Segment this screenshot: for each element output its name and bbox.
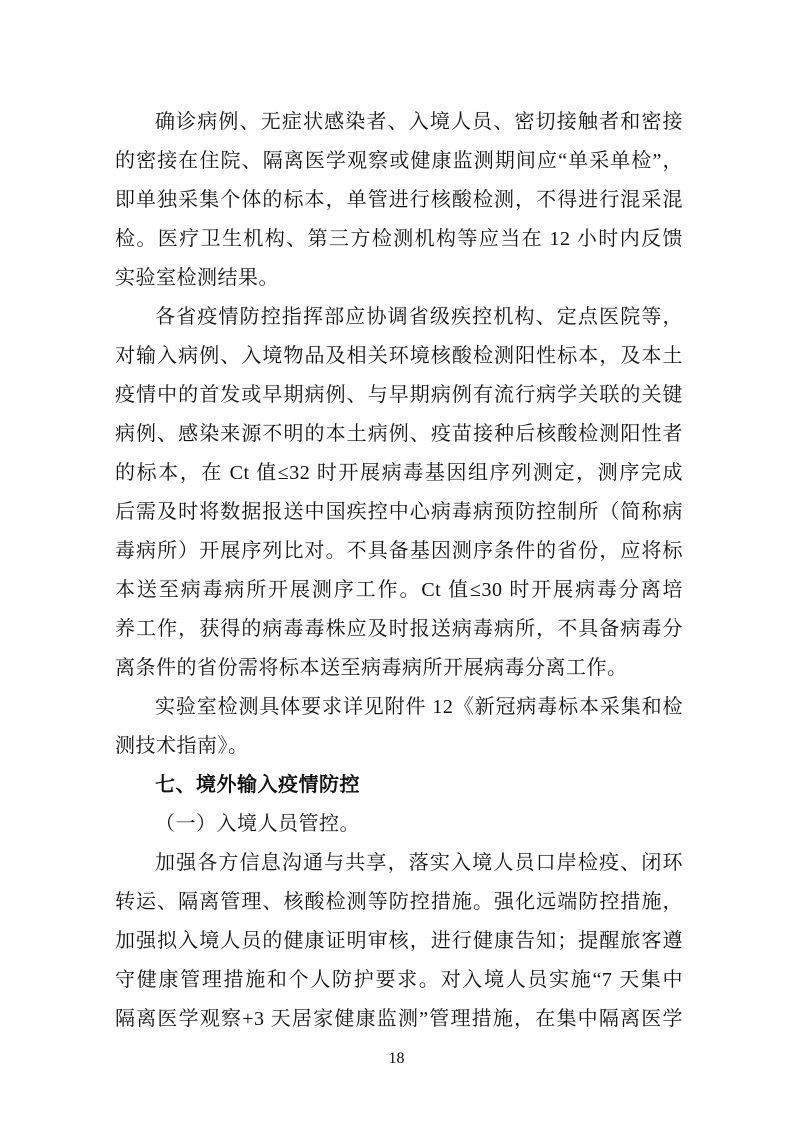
text-line: 隔离医学观察+3 天居家健康监测”管理措施，在集中隔离医学: [115, 1008, 683, 1030]
text-line: 实验室检测结果。: [115, 267, 279, 289]
text-line: 实验室检测具体要求详见附件 12《新冠病毒标本采集和检: [155, 696, 683, 718]
text-line: 七、境外输入疫情防控: [155, 774, 360, 796]
document-text: [115, 103, 683, 1039]
text-line: 加强各方信息沟通与共享，落实入境人员口岸检疫、闭环: [155, 852, 683, 874]
text-line: 毒病所）开展序列比对。不具备基因测序条件的省份，应将标: [115, 540, 683, 562]
text-line: 的标本，在 Ct 值≤32 时开展病毒基因组序列测定，测序完成: [115, 462, 683, 484]
text-line: 确诊病例、无症状感染者、入境人员、密切接触者和密接: [155, 111, 683, 133]
text-line: 病例、感染来源不明的本土病例、疫苗接种后核酸检测阳性者: [115, 423, 683, 445]
text-line: 对输入病例、入境物品及相关环境核酸检测阳性标本，及本土: [115, 345, 683, 367]
text-line: 即单独采集个体的标本，单管进行核酸检测，不得进行混采混: [115, 189, 683, 211]
text-line: 的密接在住院、隔离医学观察或健康监测期间应“单采单检”，: [115, 150, 683, 172]
text-line: 各省疫情防控指挥部应协调省级疾控机构、定点医院等，: [155, 306, 683, 328]
text-line: （一）入境人员管控。: [155, 813, 360, 835]
text-line: 转运、隔离管理、核酸检测等防控措施。强化远端防控措施，: [115, 891, 683, 913]
text-line: 养工作，获得的病毒毒株应及时报送病毒病所，不具备病毒分: [115, 618, 683, 640]
text-line: 测技术指南》。: [115, 735, 249, 757]
text-line: 加强拟入境人员的健康证明审核，进行健康告知；提醒旅客遵: [115, 930, 683, 952]
text-line: 后需及时将数据报送中国疾控中心病毒病预防控制所（简称病: [115, 501, 683, 523]
text-line: 离条件的省份需将标本送至病毒病所开展病毒分离工作。: [115, 657, 628, 679]
text-line: 本送至病毒病所开展测序工作。Ct 值≤30 时开展病毒分离培: [115, 579, 683, 601]
text-line: 检。医疗卫生机构、第三方检测机构等应当在 12 小时内反馈: [115, 228, 683, 250]
text-line: 疫情中的首发或早期病例、与早期病例有流行病学关联的关键: [115, 384, 683, 406]
text-line: 守健康管理措施和个人防护要求。对入境人员实施“7 天集中: [115, 969, 683, 991]
page-number: 18: [388, 1050, 405, 1067]
